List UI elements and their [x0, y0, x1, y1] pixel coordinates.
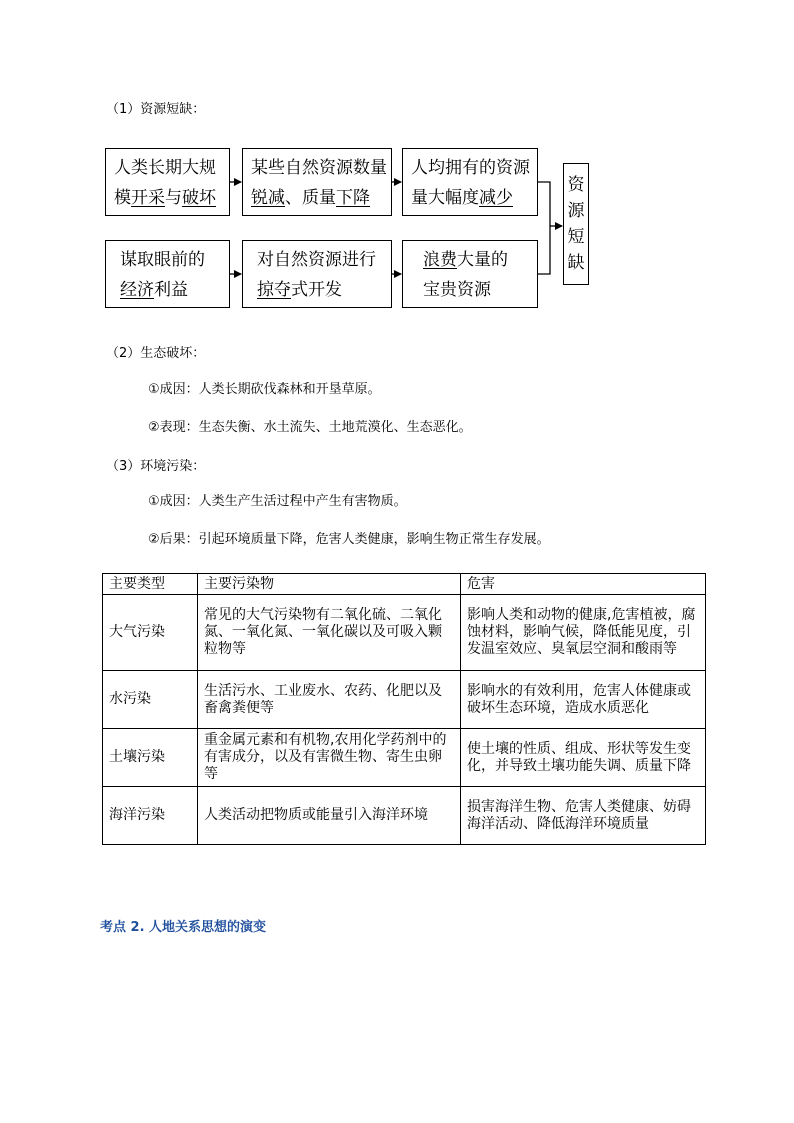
flow-text: 宝贵资源 [423, 280, 491, 300]
flow-text: 量大幅度 [411, 188, 479, 208]
table-cell-harm: 影响人类和动物的健康,危害植被，腐蚀材料，影响气候，降低能见度，引发温室效应、臭氧层空洞和酸雨等 [461, 595, 706, 671]
arrow-connector [538, 182, 550, 274]
flow-text: 大量的 [457, 250, 508, 270]
section2-title: （2）生态破坏： [106, 346, 206, 361]
flow-result-char: 源 [567, 201, 585, 221]
flow-text: 模 [114, 188, 131, 208]
flow-text: 某些自然资源数量 [251, 158, 387, 178]
flow-text-underlined: 掠夺 [257, 280, 291, 300]
flow-text-underlined: 经济 [120, 280, 154, 300]
table-row [103, 595, 706, 671]
table-cell-pollutant: 生活污水、工业废水、农药、化肥以及畜禽粪便等 [198, 671, 461, 729]
table-row [103, 671, 706, 729]
flow-arrows [0, 0, 794, 340]
table-cell-type: 大气污染 [103, 595, 198, 671]
flow-text-underlined: 下降 [336, 188, 370, 208]
table-header-row [103, 574, 706, 595]
section3-effect: ②后果：引起环境质量下降，危害人类健康，影响生物正常生存发展。 [148, 532, 550, 547]
kaodian-title: 考点 2. 人地关系思想的演变 [100, 920, 267, 935]
table-cell-type: 海洋污染 [103, 787, 198, 845]
flow-text: 对自然资源进行 [257, 250, 376, 270]
flow-result-char: 资 [567, 175, 585, 195]
section3-cause: ①成因：人类生产生活过程中产生有害物质。 [148, 494, 407, 509]
section3-title: （3）环境污染： [106, 459, 206, 474]
pollution-table [102, 573, 706, 845]
table-row [103, 729, 706, 787]
flow-text-underlined: 锐减 [251, 188, 285, 208]
table-cell-pollutant: 人类活动把物质或能量引入海洋环境 [198, 787, 461, 845]
flow-text-underlined: 开采 [131, 188, 165, 208]
table-cell-pollutant: 常见的大气污染物有二氧化硫、二氧化氮、一氧化氮、一氧化碳以及可吸入颗粒物等 [198, 595, 461, 671]
flow-text-underlined: 减少 [479, 188, 513, 208]
flow-result-char: 短 [567, 227, 585, 247]
flow-text: 人类长期大规 [114, 158, 216, 178]
flow-text: 式开发 [291, 280, 342, 300]
section1-title: （1）资源短缺： [106, 102, 206, 117]
table-cell-type: 水污染 [103, 671, 198, 729]
flow-text: 利益 [154, 280, 188, 300]
table-header-cell: 主要类型 [103, 574, 198, 595]
table-header-cell: 危害 [461, 574, 706, 595]
table-cell-harm: 损害海洋生物、危害人类健康、妨碍海洋活动、降低海洋环境质量 [461, 787, 706, 845]
table-cell-harm: 影响水的有效利用，危害人体健康或破坏生态环境，造成水质恶化 [461, 671, 706, 729]
flow-text: 谋取眼前的 [120, 250, 205, 270]
flow-result-char: 缺 [567, 253, 585, 273]
flow-text: 与 [165, 188, 182, 208]
table-cell-pollutant: 重金属元素和有机物,农用化学药剂中的有害成分，以及有害微生物、寄生虫卵等 [198, 729, 461, 787]
flow-text: 人均拥有的资源 [411, 158, 530, 178]
table-cell-harm: 使土壤的性质、组成、形状等发生变化，并导致土壤功能失调、质量下降 [461, 729, 706, 787]
table-row [103, 787, 706, 845]
flow-text-underlined: 破坏 [182, 188, 216, 208]
flow-text: 、质量 [285, 188, 336, 208]
table-cell-type: 土壤污染 [103, 729, 198, 787]
section2-cause: ①成因：人类长期砍伐森林和开垦草原。 [148, 382, 381, 397]
section2-effect: ②表现：生态失衡、水土流失、土地荒漠化、生态恶化。 [148, 420, 472, 435]
flow-text-underlined: 浪费 [423, 250, 457, 270]
table-header-cell: 主要污染物 [198, 574, 461, 595]
